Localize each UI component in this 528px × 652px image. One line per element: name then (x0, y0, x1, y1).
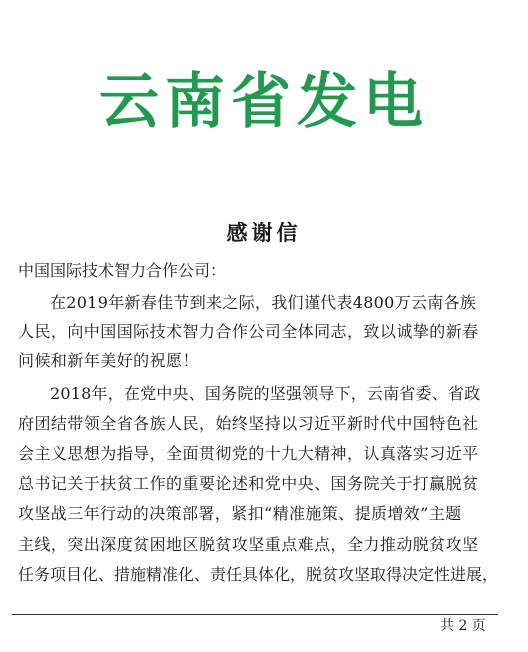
paragraph-2-line-3: 会主义思想为指导，全面贯彻党的十九大精神，认真落实习近平 (18, 444, 479, 463)
paragraph-2-line-5: 攻坚战三年行动的决策部署，紧扣“精准施策、提质增效”主题 (18, 504, 462, 523)
text-line (0, 380, 528, 408)
text-line (0, 289, 528, 317)
salutation: 中国国际技术智力合作公司： (18, 261, 227, 280)
letter-title: 感谢信 (226, 220, 302, 245)
text-line (0, 347, 528, 375)
salutation-line (0, 257, 528, 285)
text-line (0, 561, 528, 589)
text-line (0, 470, 528, 498)
text-line (0, 500, 528, 528)
paragraph-2-line-4: 总书记关于扶贫工作的重要论述和党中央、国务院关于打赢脱贫 (18, 474, 479, 493)
paragraph-2-line-6: 主线，突出深度贫困地区脱贫攻坚重点难点，全力推动脱贫攻坚 (18, 535, 479, 554)
paragraph-1-line-1: 在2019年新春佳节到来之际，我们谨代表4800万云南各族 (50, 293, 477, 312)
footer-divider (12, 614, 498, 615)
paragraph-2-line-7: 任务项目化、措施精准化、责任具体化，脱贫攻坚取得决定性进展， (18, 565, 499, 584)
text-line (0, 531, 528, 559)
text-line (0, 410, 528, 438)
paragraph-1-line-3: 问候和新年美好的祝愿！ (18, 351, 199, 370)
paragraph-1-line-2: 人民，向中国国际技术智力合作公司全体同志，致以诚挚的新春 (18, 322, 479, 341)
masthead: 云南省发电 (99, 67, 429, 137)
paragraph-2-line-1: 2018年，在党中央、国务院的坚强领导下，云南省委、省政 (50, 384, 481, 403)
page-count: 共 2 页 (440, 618, 486, 634)
paragraph-2-line-2: 府团结带领全省各族人民，始终坚持以习近平新时代中国特色社 (18, 414, 479, 433)
text-line (0, 318, 528, 346)
text-line (0, 440, 528, 468)
